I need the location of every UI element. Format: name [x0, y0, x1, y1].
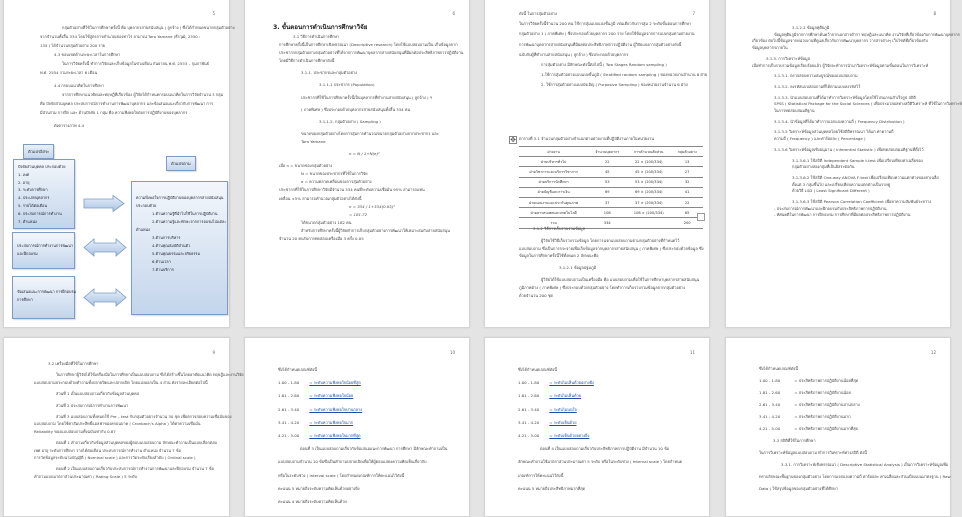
table-row [519, 197, 703, 207]
text-line: แบบสอบถาม โดยใช้ค่าสัมประสิทธิ์แอลฟาของครอนบาค ( Cronbach's Alpha ) ได้ค่าความเชื่อมั่น [34, 421, 201, 427]
job-satisfaction-box [131, 181, 228, 315]
page-12 [725, 337, 951, 517]
page-6 [244, 0, 470, 328]
text-line: ภูมิภาคต่าง ( ภาคพิเศษ ) ซึ่งประกอบด้วยกลุ่มตัวอย่าง โดยทำการเก็บรวบรวมข้อมูลจากกลุ่มตัวอย่าง [519, 284, 686, 290]
table-row [519, 157, 703, 167]
text-line: คะแนน 5 หมายถึงประสิทธิภาพมากที่สุด [518, 485, 586, 491]
text-line: 3.3.1. การวิเคราะห์เชิงพรรณนา ( Descriptive Statistical Analysis ) เป็นการวิเคราะห์ข้อมูลเพื่อ [781, 462, 949, 467]
page-text [759, 363, 951, 495]
text-line: ส่วนที่ 3 แบบสอบถามทั้งหมดใช้ Pre – test กับกลุ่มตัวอย่างจำนวน 30 ชุด เพื่อตรวจสอบความเชื่อมั่นของ [56, 414, 232, 420]
text-line: 3.1.3.6.1 ใช้สถิติ Independent Sample t-test เพื่อเปรียบเทียบค่าเฉลี่ยของ [792, 157, 923, 163]
page-text-bottom [519, 225, 704, 299]
box-text-line: 2.ด้านความรู้และทักษะจากการอบรมไปแต่ละ [152, 219, 227, 224]
table-cell: 45 × (200/334) [626, 167, 671, 177]
table-row [519, 208, 703, 218]
text-line: คือ ปัจจัยส่วนบุคคล ประสบการณ์การทำงานการพัฒนาบุคลากร และข้อเสนอแนะเกี่ยวกับการพัฒนา การ [40, 101, 214, 106]
text-line: ประชากรกลุ่มตัวอย่างกลุ่มตัวอย่างที่ได้จากการพัฒนาบุคลากรสายสนับสนุนที่มีผลต่อประสิทธิภาพการปฏิบัติงาน [279, 50, 464, 56]
double-arrow-icon [83, 288, 127, 307]
score-range: 4.21 - 5.00 [518, 433, 540, 439]
text-line: 3.1.3.1. ตรวจสอบความสมบูรณ์ของแบบสอบถาม [774, 73, 858, 79]
text-line: เกณฑ์การให้คะแนนไว้ดังนี้ [518, 472, 564, 478]
score-range-item [518, 429, 697, 442]
page-11 [484, 337, 710, 517]
score-label-link[interactable]: = ระดับเห็นด้วยอย่างยิ่ง [549, 433, 590, 439]
box-text-line: การศึกษา [17, 297, 33, 302]
table-cell: 37 × (200/334) [626, 197, 671, 207]
box-text-line: 7. ตำแหน่ง [18, 218, 37, 224]
page-number: 7 [692, 11, 695, 16]
text-line: เมื่อ n = ขนาดของกลุ่มตัวอย่าง [279, 163, 333, 169]
score-range: 1.81 - 2.60 [759, 390, 781, 395]
score-label-link[interactable]: = ระดับไม่เห็นด้วย [549, 393, 581, 399]
table-cell: 41 [671, 187, 703, 197]
table-cell: 65 [671, 208, 703, 218]
score-range-item [518, 416, 697, 429]
text-line: การสุ่มตัวอย่าง มีลักษณะดังนี้ต่อไปนี้ ( Two Stages Random sampling ) [541, 62, 667, 68]
text-line: ตอนที่ 4 เป็นแบบสอบถามเกี่ยวกับประสิทธิภาพการปฏิบัติงาน มีจำนวน 10 ข้อ [540, 446, 670, 452]
table-cell: ฝ่ายบริหารทั่วไป [519, 157, 588, 167]
page-8 [725, 0, 962, 328]
text-line: 3.1.3.6 วิเคราะห์ข้อมูลเชิงอนุมาน ( Inferential Statistic ) เพื่อทดสอบสมมติฐานที่ตั้งไว้ [774, 146, 924, 152]
text-line: e = ความคลาดเคลื่อนของการสุ่มตัวอย่าง [301, 179, 372, 185]
text-line: ประชากรที่ใช้ในการศึกษาครั้งนี้เป็นบุคลากรที่ทำงานสายสนับสนุน ( ลูกจ้าง ) ฯ [301, 94, 432, 100]
column-header: ฝ่ายงาน [519, 147, 588, 157]
table-cell: 32 [671, 177, 703, 187]
score-range-item [518, 403, 697, 416]
table-caption: ตารางที่ 3.1 จำนวนกลุ่มตัวอย่างจำแนกตามฝ่ายงานที่ปฏิบัติงานภายในหน่วยงาน [519, 136, 654, 141]
text-line: ดังนี้ ในการสุ่มตัวอย่าง [519, 11, 557, 16]
text-line: ( ภาคพิเศษ ) ซึ่งประกอบด้วยบุคลากรสายสนับสนุนทั้งสิ้น 334 คน [301, 106, 411, 112]
table-cell: 69 [588, 187, 626, 197]
score-range-item [278, 416, 457, 429]
score-label-link[interactable]: = ระดับเห็นด้วย [549, 419, 577, 425]
text-line: 2. ใช้การสุ่มตัวอย่างแบบบังเอิญ ( Purposive Sampling ) ของหน่วยงานจำนวน 6 ฝ่าย [541, 82, 688, 88]
double-arrow-icon [83, 238, 127, 257]
table-cell: 22 × (200/334) [626, 157, 671, 167]
score-label-link[interactable]: = ระดับความพึงพอใจมาก [309, 419, 354, 425]
text-line: การศึกษาครั้งนี้เป็นการศึกษาเชิงพรรณนา (Descriptive research) โดยใช้แบบสอบถามเป็น เก็บข้อมูลจาก [279, 42, 458, 48]
table-cell: ฝ่ายแผนงานและประกันคุณภาพ [519, 197, 588, 207]
score-label-link[interactable]: = ระดับความพึงพอใจมากที่สุด [309, 433, 361, 439]
text-line: กลุ่มตัวอย่าง 1 ( ภาคพิเศษ ) ซึ่งประกอบด้วยบุคลากร 200 ราย โดยใช้ข้อมูลจากการแบ่งกลุ่มตามฝ่ายงาน [519, 31, 695, 37]
box-text-line: 1.ด้านความรู้ที่นำไปใช้ในการปฏิบัติงาน [152, 211, 218, 216]
page-10 [244, 337, 470, 517]
text-line: 3.1.3. การวิเคราะห์ข้อมูล [766, 55, 810, 61]
table-cell: 69 × (200/334) [626, 187, 671, 197]
score-range-item [759, 423, 938, 435]
table-move-handle-icon[interactable]: ✥ [510, 136, 516, 144]
score-range: 4.21 - 5.00 [278, 433, 300, 439]
text-line: จากจำนวนทั้งสิ้น 334 โดยใช้สูตรการคำนวณของทาโร่ ยามาเน่ Taro Yamane (ธีรวุฒิ, 2550 : [40, 34, 201, 39]
score-range: 1.81 - 2.60 [278, 393, 300, 399]
score-range-item [759, 399, 938, 411]
score-range: 1.00 - 1.80 [518, 380, 540, 386]
text-line: 3.3 สถิติที่ใช้ในการศึกษา [773, 438, 816, 443]
text-line: n = 334 / 1+334(0.05)² [349, 203, 395, 209]
box-text-line: ตำแหน่ง [136, 227, 150, 232]
table-cell: ฝ่ายสารสนเทศและเทคโนโลยี [519, 208, 588, 218]
text-line: SPSS ( Statistical Package for the Social Sciences ) เพื่อประมวลผลทางสถิติวิเคราะห์ ที่ใช้ในการวิเคราะห์ [774, 101, 962, 107]
text-line: ในการวิจัยครั้งนี้ ทำการวิจัยและเก็บข้อมูลในช่วงเดือน กันยายน พ.ศ. 2553 – กุมภาพันธ์ [62, 61, 209, 66]
text-line: N = ขนาดของประชากรที่ใช้ในการวิจัย [301, 171, 368, 177]
table-cell: 22 [588, 157, 626, 167]
score-label: = ประสิทธิภาพการปฏิบัติงานน้อยที่สุด [794, 378, 859, 383]
text-line: 3.1.2.1 ข้อมูลปฐมภูมิ [559, 265, 597, 271]
text-line: แบบสอบถาม ซึ่งเป็นการกระจายเพื่อเก็บข้อมูลจากบุคลากรสายสนับสนุน ( ภาคพิเศษ ) ซึ่งประกอบด้วยข้อมูล ซึ่ง [519, 245, 704, 251]
score-label-link[interactable]: = ระดับความพึงพอใจน้อย [309, 393, 354, 399]
table-resize-handle[interactable] [697, 213, 705, 221]
text-line: = 181.72 [349, 211, 368, 217]
score-range-item [759, 387, 938, 399]
table-row [519, 187, 703, 197]
text-line: เมื่อทำการเก็บรวบรวมข้อมูลเรียบร้อยแล้ว ผู้วิจัยจะทำการนำมาวิเคราะห์ข้อมูลตามขั้นตอนในการวิเคราะห์ [752, 62, 929, 68]
box-text-line: 6. ประสบการณ์การทำงาน [18, 210, 62, 216]
score-label: = ประสิทธิภาพการปฏิบัติงานปานกลาง [794, 402, 860, 407]
score-range: 2.61 - 3.40 [759, 402, 781, 407]
box-text-line: 2. อายุ [18, 179, 30, 185]
table-cell: 27 [671, 167, 703, 177]
page-text [40, 23, 235, 130]
suggestions-box [12, 276, 75, 319]
score-range: 1.00 - 1.80 [759, 378, 781, 383]
page-text [518, 363, 697, 495]
text-line: 4.3 ขอบเขตด้านระยะเวลาในการศึกษา [54, 52, 121, 57]
text-line: 4.4 กรอบแนวคิดในการศึกษา [54, 83, 104, 88]
right-arrow-icon [83, 195, 125, 212]
table-cell: รวม [519, 218, 588, 228]
score-range-item [278, 403, 457, 416]
score-range-item [278, 389, 457, 402]
box-text-line: 7.ด้านบริการ [152, 267, 174, 272]
text-line: กลุ่มตัวอย่างสองกลุ่มที่เป็นอิสระต่อกัน [792, 164, 855, 170]
box-text-line: 3.ด้านการบริหาร [152, 235, 181, 240]
text-line: 3.1.3.6.2 ใช้สถิติ One-way ANOVA F-test เพื่อเปรียบเทียบความแตกต่างของค่าเฉลี่ย [792, 174, 939, 180]
box-text-line: 4. ประเภทบุคลากร [18, 195, 50, 201]
text-line: Data ) ใช้สรุปข้อมูลของกลุ่มตัวอย่างที่ได้ศึกษา [759, 486, 838, 491]
text-line: ทราบลักษณะพื้นฐานของกลุ่มตัวอย่าง โดยการแจกแจงความถี่ ค่าร้อยละ ค่าเฉลี่ยและส่วนเบี่ยงเบนมาตรฐาน ( Raw [759, 474, 951, 479]
dependent-variable-label: ตัวแปรตาม [166, 156, 196, 171]
score-label-link[interactable]: = ระดับไม่เห็นด้วยอย่างยิ่ง [549, 380, 594, 386]
section-heading: 3. ขั้นตอนการดำเนินการศึกษาวิจัย [273, 24, 368, 31]
box-text-line: ปัจจัยส่วนบุคคล ประกอบด้วย [18, 164, 66, 169]
table-cell: 200 [671, 218, 703, 228]
page-number: 12 [930, 350, 936, 355]
text-line: 3.1.2 วิธีการเก็บรวบรวมข้อมูล [533, 226, 586, 231]
score-range: 1.00 - 1.80 [278, 380, 300, 386]
text-line: การวัดข้อมูลระดับนามบัญญัติ ( Nominal scale ) และการวัดระดับเรียงลำดับ ( Ordinal scale ) [34, 455, 196, 461]
text-line: ฉบับกับผู้ที่ทำงานสายสนับสนุน ( ลูกจ้าง ) ซึ่งประกอบด้วยบุคลากร [519, 51, 629, 57]
box-text-line: ความพึงพอใจการปฏิบัติงานของบุคลากรสายสนับสนุน [136, 195, 224, 200]
score-range: 2.61 - 3.40 [518, 406, 540, 412]
table-cell: 108 [588, 208, 626, 218]
score-range-item [759, 411, 938, 423]
score-label: = ประสิทธิภาพการปฏิบัติงานมากที่สุด [794, 426, 859, 431]
text-line: 135 ) ได้จำนวนกลุ่มตัวอย่าง 200 ราย [40, 43, 106, 48]
text-line: เพศ อายุ ระดับการศึกษา รายได้ต่อเดือน ประสบการณ์การทำงาน ตำแหน่ง จำนวน 7 ข้อ [34, 447, 181, 453]
text-line: จำนวน 20 คนรับการทดสอบเครื่องมือ 3 ครั้ง 0.05 [279, 235, 364, 241]
text-line: พ.ศ. 2554 รวมระยะเวลา 6 เดือน [40, 70, 98, 75]
text-line: ลักษณะคำถามใช้มาตราส่วนประมาณค่า 5 ระดับ หรือในระดับช่วง ( Interval scale ) โดยกำหนด [518, 459, 683, 465]
text-line: ตอนที่ 1 คำถามเกี่ยวกับข้อมูลส่วนบุคคลของผู้ตอบแบบสอบถาม ลักษณะคำถามเป็นแบบเลือกตอบ [56, 440, 218, 446]
text-line: ในการทดสอบสมมติฐาน [774, 108, 815, 114]
text-line: n = N / 1+N(e)² [349, 151, 380, 157]
text-line: 3.2 เครื่องมือที่ใช้ในการศึกษา [48, 361, 99, 366]
text-line: 3.1.1.1 ประชากร (Population) [319, 82, 375, 88]
table-cell: 37 [588, 197, 626, 207]
text-line: สำหรับการศึกษาครั้งนี้ผู้วิจัยทำการเก็บกลุ่มตัวอย่างการพัฒนาให้เหมาะสมกับสายสนับสนุน [301, 227, 450, 233]
page-7 [484, 0, 710, 328]
page-text [752, 21, 962, 219]
text-line: 3.1.1. ประชากรและกลุ่มตัวอย่าง [301, 70, 357, 76]
text-line: - ทัศนคติในการพัฒนา การฝึกอบรม การศึกษาที่มีผลต่อประสิทธิภาพการปฏิบัติงาน [774, 212, 911, 218]
text-line: ตั้งแต่ 3 กลุ่มขึ้นไป และเปรียบเทียบความแตกต่างเป็นรายคู่ [792, 181, 891, 187]
text-line: ในการศึกษาผู้วิจัยได้ใช้เครื่องมือในการศึกษาเป็นแบบสอบถาม ซึ่งได้สร้างขึ้นโดยอาศัยแนวคิด ทฤษฎีและงานวิจัย [56, 372, 244, 378]
text-line: เคลื่อน ±5% สามารถคำนวณกลุ่มตัวอย่างได้ดังนี้ [279, 195, 362, 201]
score-range: 3.41 - 4.20 [518, 419, 540, 425]
box-text-line: 3. ระดับการศึกษา [18, 187, 48, 193]
table-row [519, 167, 703, 177]
page-text-top [519, 11, 708, 89]
page-number: 5 [212, 11, 215, 16]
box-text-line: ประสบการณ์การทำงานการพัฒนา [17, 243, 74, 248]
box-text-line: 6.ด้านเวลา [152, 259, 171, 264]
table-cell: 108 × (200/334) [626, 208, 671, 218]
criteria-intro: ซึ่งได้กำหนดเกณฑ์ดังนี้ [759, 366, 798, 371]
text-line: ผู้วิจัยได้ใช้แบบสอบถามเป็นเครื่องมือ คือ แบบสอบถามเพื่อใช้ในการศึกษาบุคลากรสายสนับสนุน [541, 276, 700, 282]
page-number: 8 [933, 11, 936, 16]
text-line: ตอนที่ 2 เป็นแบบสอบถามเกี่ยวกับประสบการณ์การทำงานการพัฒนาและฝึกอบรม จำนวน 7 ข้อ [56, 466, 214, 472]
page-number: 11 [689, 350, 695, 355]
text-line: 3.1.1.2. กลุ่มตัวอย่าง ( Sampling ) [319, 118, 381, 124]
personal-factors-box [13, 159, 75, 229]
text-line: ด้วยวิธี LSD ( Least Significant Different ) [792, 188, 870, 194]
text-line: คะแนน 5 หมายถึงระดับความคิดเห็นด้วยอย่างยิ่ง [278, 485, 360, 491]
text-line: ตอนที่ 3 เป็นแบบสอบถามเกี่ยวกับข้อเสนอแนะการพัฒนา การศึกษา มีลักษณะคำถามเป็น [300, 446, 448, 452]
text-line: 1.ใช้การสุ่มตัวอย่างแบบแบ่งชั้นภูมิ ( Stratified random sampling ) ของหน่วยงานจำนวน 6 ฝ่าย [541, 72, 708, 78]
table-row [519, 177, 703, 187]
score-range-item [518, 389, 697, 402]
table-cell: 53 [588, 177, 626, 187]
table-cell: ฝ่ายบัญชีและการเงิน [519, 187, 588, 197]
column-header: การคำนวณสัดส่วน [626, 147, 671, 157]
text-line: คะแนน 4 หมายถึงระดับความคิดเห็นด้วย [278, 499, 347, 505]
box-text-line: ประกอบด้วย [136, 203, 157, 208]
table-cell: 53 × (200/334) [626, 177, 671, 187]
text-line: 3.1.3.2. ลงรหัสแบบสอบถามที่ได้ตามแบบลงรหัสไว้ [774, 83, 861, 89]
score-range-item [278, 376, 457, 389]
text-line: ในการวิจัยครั้งนี้จำนวน 200 คน ใช้การสุ่มแบบแบ่งชั้นภูมิ เช่นเดียวกับการสุ่ม 2 ระดับขั้นตอนการศึกษา [519, 21, 692, 27]
text-line: มีส่วนร่วม การฝึก และ ด้านปัจจัย 1 กลุ่ม คือ ความพึงพอใจต่อการปฏิบัติงานของบุคลากร [40, 110, 188, 115]
text-line: ส่วนที่ 1 เป็นแบบสอบถามเกี่ยวกับข้อมูลส่วนบุคคล [56, 391, 140, 397]
score-label: = ประสิทธิภาพการปฏิบัติงานมาก [794, 414, 851, 419]
page-number: 9 [212, 350, 215, 355]
box-text-line: 4.ด้านคุณสมบัติส่วนตัว [152, 243, 191, 248]
text-line: 3.1.3.3. นำแบบสอบถามที่ได้มาทำการวิเคราะห์ข้อมูลโดยใช้โปรแกรมสำเร็จรูป สถิติ [774, 94, 916, 100]
text-line: ข้อมูลบุคลากรภายใน [752, 45, 788, 51]
text-line: คำถามแบบมาตราส่วนประมาณค่า ( Rating Scale ) 5 ระดับ [34, 473, 138, 479]
page-text [34, 360, 244, 480]
independent-variable-label: ตัวแปรอิสระ [23, 144, 54, 159]
column-header: จำนวนบุคลากร [588, 147, 626, 157]
text-line: การพัฒนาบุคลากรสายสนับสนุนที่มีผลต่อประสิทธิภาพการปฏิบัติงาน ผู้วิจัยแบ่งการสุ่มตัวอย่างดังนี้ [519, 41, 682, 47]
work-experience-box [12, 232, 75, 269]
text-line: ข้อมูลในการศึกษาครั้งนี้ใช้ทั้งหมด 2 ลักษณะคือ [519, 253, 599, 259]
page-5 [3, 0, 235, 328]
box-text-line: 1. เพศ [18, 171, 30, 177]
score-range: 3.41 - 4.20 [759, 414, 781, 419]
table-cell: 13 [671, 157, 703, 167]
criteria-intro: ซึ่งได้กำหนดเกณฑ์ดังนี้ [278, 367, 317, 372]
text-line: ในการวิเคราะห์ข้อมูลแบบสอบถาม ทำการวิเคราะห์ทางสถิติ ดังนี้ [759, 450, 867, 455]
score-label-link[interactable]: = ระดับความพึงพอใจปานกลาง [309, 406, 363, 412]
text-line: ข้อมูลทุติยภูมิจากการศึกษาค้นคว้าจากเอกสารตำรา ทฤษฎีและแนวคิด งานวิจัยที่เกี่ยวข้องกับการพัฒนาบุคลากร [774, 31, 960, 37]
text-line: ขนาดของกลุ่มตัวอย่างโดยการสุ่มการคำนวณขนาดกลุ่มตัวอย่างจากประชากร และ [301, 130, 439, 136]
text-line: ประชากรที่ใช้ในการศึกษาวิจัยมีจำนวน 334 คนที่ระดับความเชื่อมั่น 95% สามารถแทน [279, 187, 425, 193]
text-line: ได้ขนาดกลุ่มตัวอย่าง 182 คน [301, 219, 352, 225]
table-cell: ฝ่ายบริการนักศึกษา [519, 177, 588, 187]
sample-table [519, 146, 703, 229]
text-line: จากการศึกษาแนวคิดและทฤษฎีที่เกี่ยวข้อง ผู้วิจัยได้กำหนดกรอบแนวคิดในการวิจัยจำนวน 3 กลุ่ม [62, 92, 224, 97]
text-line: หรือในระดับช่วง ( Interval scale ) โดยกำหนดเกณฑ์การให้คะแนนไว้ดังนี้ [278, 472, 405, 478]
box-text-line: 5. รายได้ต่อเดือน [18, 202, 47, 208]
table-header-row [519, 147, 703, 157]
score-range: 3.41 - 4.20 [278, 419, 300, 425]
criteria-intro: ซึ่งได้กำหนดเกณฑ์ดังนี้ [518, 367, 557, 372]
page-number: 6 [452, 11, 455, 16]
table-cell: ฝ่ายวิชาการและบริการวิชาการ [519, 167, 588, 177]
table-cell: 22 [671, 197, 703, 207]
text-line: 3.1.2.2 ข้อมูลทุติยภูมิ [792, 25, 830, 30]
score-range: 4.21 - 5.00 [759, 426, 781, 431]
text-line: 3.1 วิธีการดำเนินการศึกษา [293, 34, 340, 39]
text-line: 3.1.3.4. นำข้อมูลที่ได้มาทำการแจกแจงความถี่ ( Frequency Distribution ) [774, 118, 905, 124]
box-text-line: ข้อเสนอแนะการพัฒนา การฝึกอบรม [17, 289, 77, 294]
text-line: กลุ่มตัวอย่างที่ใช้ในการศึกษาครั้งนี้ คือ บุคลากรสายสนับสนุน ( ลูกจ้าง ) ซึ่งได้กำหนดขนาดกลุ่มตัวอย่าง [62, 25, 235, 30]
box-text-line: และฝึกอบรม [17, 251, 38, 256]
page-number: 10 [449, 350, 455, 355]
score-range: 1.81 - 2.60 [518, 393, 540, 399]
score-range-item [759, 375, 938, 387]
text-line: ความถี่ ( Frequency ) และค่าร้อยละ ( Percentage ) [774, 136, 866, 142]
text-line: ด้วยจำนวน 200 ชุด [519, 292, 554, 298]
box-text-line: 5.ด้านคุณธรรมและจริยธรรม [152, 251, 200, 256]
text-line: Taro Yamane [301, 138, 326, 144]
page-9 [3, 337, 244, 517]
text-line: โดยมีวิธีการดำเนินการศึกษาดังนี้ [279, 58, 335, 64]
table-cell: 45 [588, 167, 626, 177]
column-header: กลุ่มตัวอย่าง [671, 147, 703, 157]
text-line: 3.1.3.5 วิเคราะห์ข้อมูลส่วนบุคคลโดยใช้สถิติพรรณนา ได้แก่ ค่าความถี่ [774, 129, 894, 135]
text-line: แบบสอบถามจำนวน 10 ข้อซึ่งเป็นคำถามปลายเปิดเพื่อให้ผู้ตอบแสดงความคิดเห็นเกี่ยวกับ [278, 459, 427, 465]
score-label: = ประสิทธิภาพการปฏิบัติงานน้อย [794, 390, 851, 395]
table-cell: 334 [588, 218, 626, 228]
score-label-link[interactable]: = ระดับความพึงพอใจน้อยที่สุด [309, 380, 361, 386]
text-line: แบบสอบถามประกอบด้วยคำถามทั้งปลายปิดและปลายเปิด โดยแบ่งออกเป็น 4 ส่วน ดังรายละเอียดต่อไปนี้ [34, 379, 208, 385]
score-range-item [518, 376, 697, 389]
page-text [278, 363, 457, 508]
score-range-item [278, 429, 457, 442]
text-line: ผู้วิจัยใช้วิธีเก็บรวบรวมข้อมูล โดยการแจกแบบสอบถามตามกลุ่มตัวอย่างที่กำหนดไว้ [541, 237, 680, 243]
text-line: ส่วนที่ 2 ประสบการณ์การทำงานการพัฒนา [56, 402, 129, 408]
score-range: 2.61 - 3.40 [278, 406, 300, 412]
text-line: ดังตารางภาพ 4.4 [54, 123, 85, 128]
text-line: Reliability ของแบบสอบถามทั้งฉบับเท่ากับ 0.87 [34, 428, 116, 434]
score-label-link[interactable]: = ระดับไม่แน่ใจ [549, 406, 577, 412]
text-line: - ประสบการณ์การพัฒนาและฝึกอบรมกับประสิทธิภาพการปฏิบัติงาน [774, 205, 887, 211]
text-line: เกี่ยวข้อง ต่อไปนี้ข้อมูลจากหน่วยงานที่ดูแลเกี่ยวกับการพัฒนาบุคลากร วารสารต่างๆ เว็บไซต์ที่เกี่ยวข้องกับ [752, 38, 928, 44]
text-line: 3.1.3.6.3 ใช้สถิติ Pearson Correlation Coefficient เพื่อหาความสัมพันธ์ระหว่าง [792, 199, 932, 205]
page-text [273, 23, 464, 243]
